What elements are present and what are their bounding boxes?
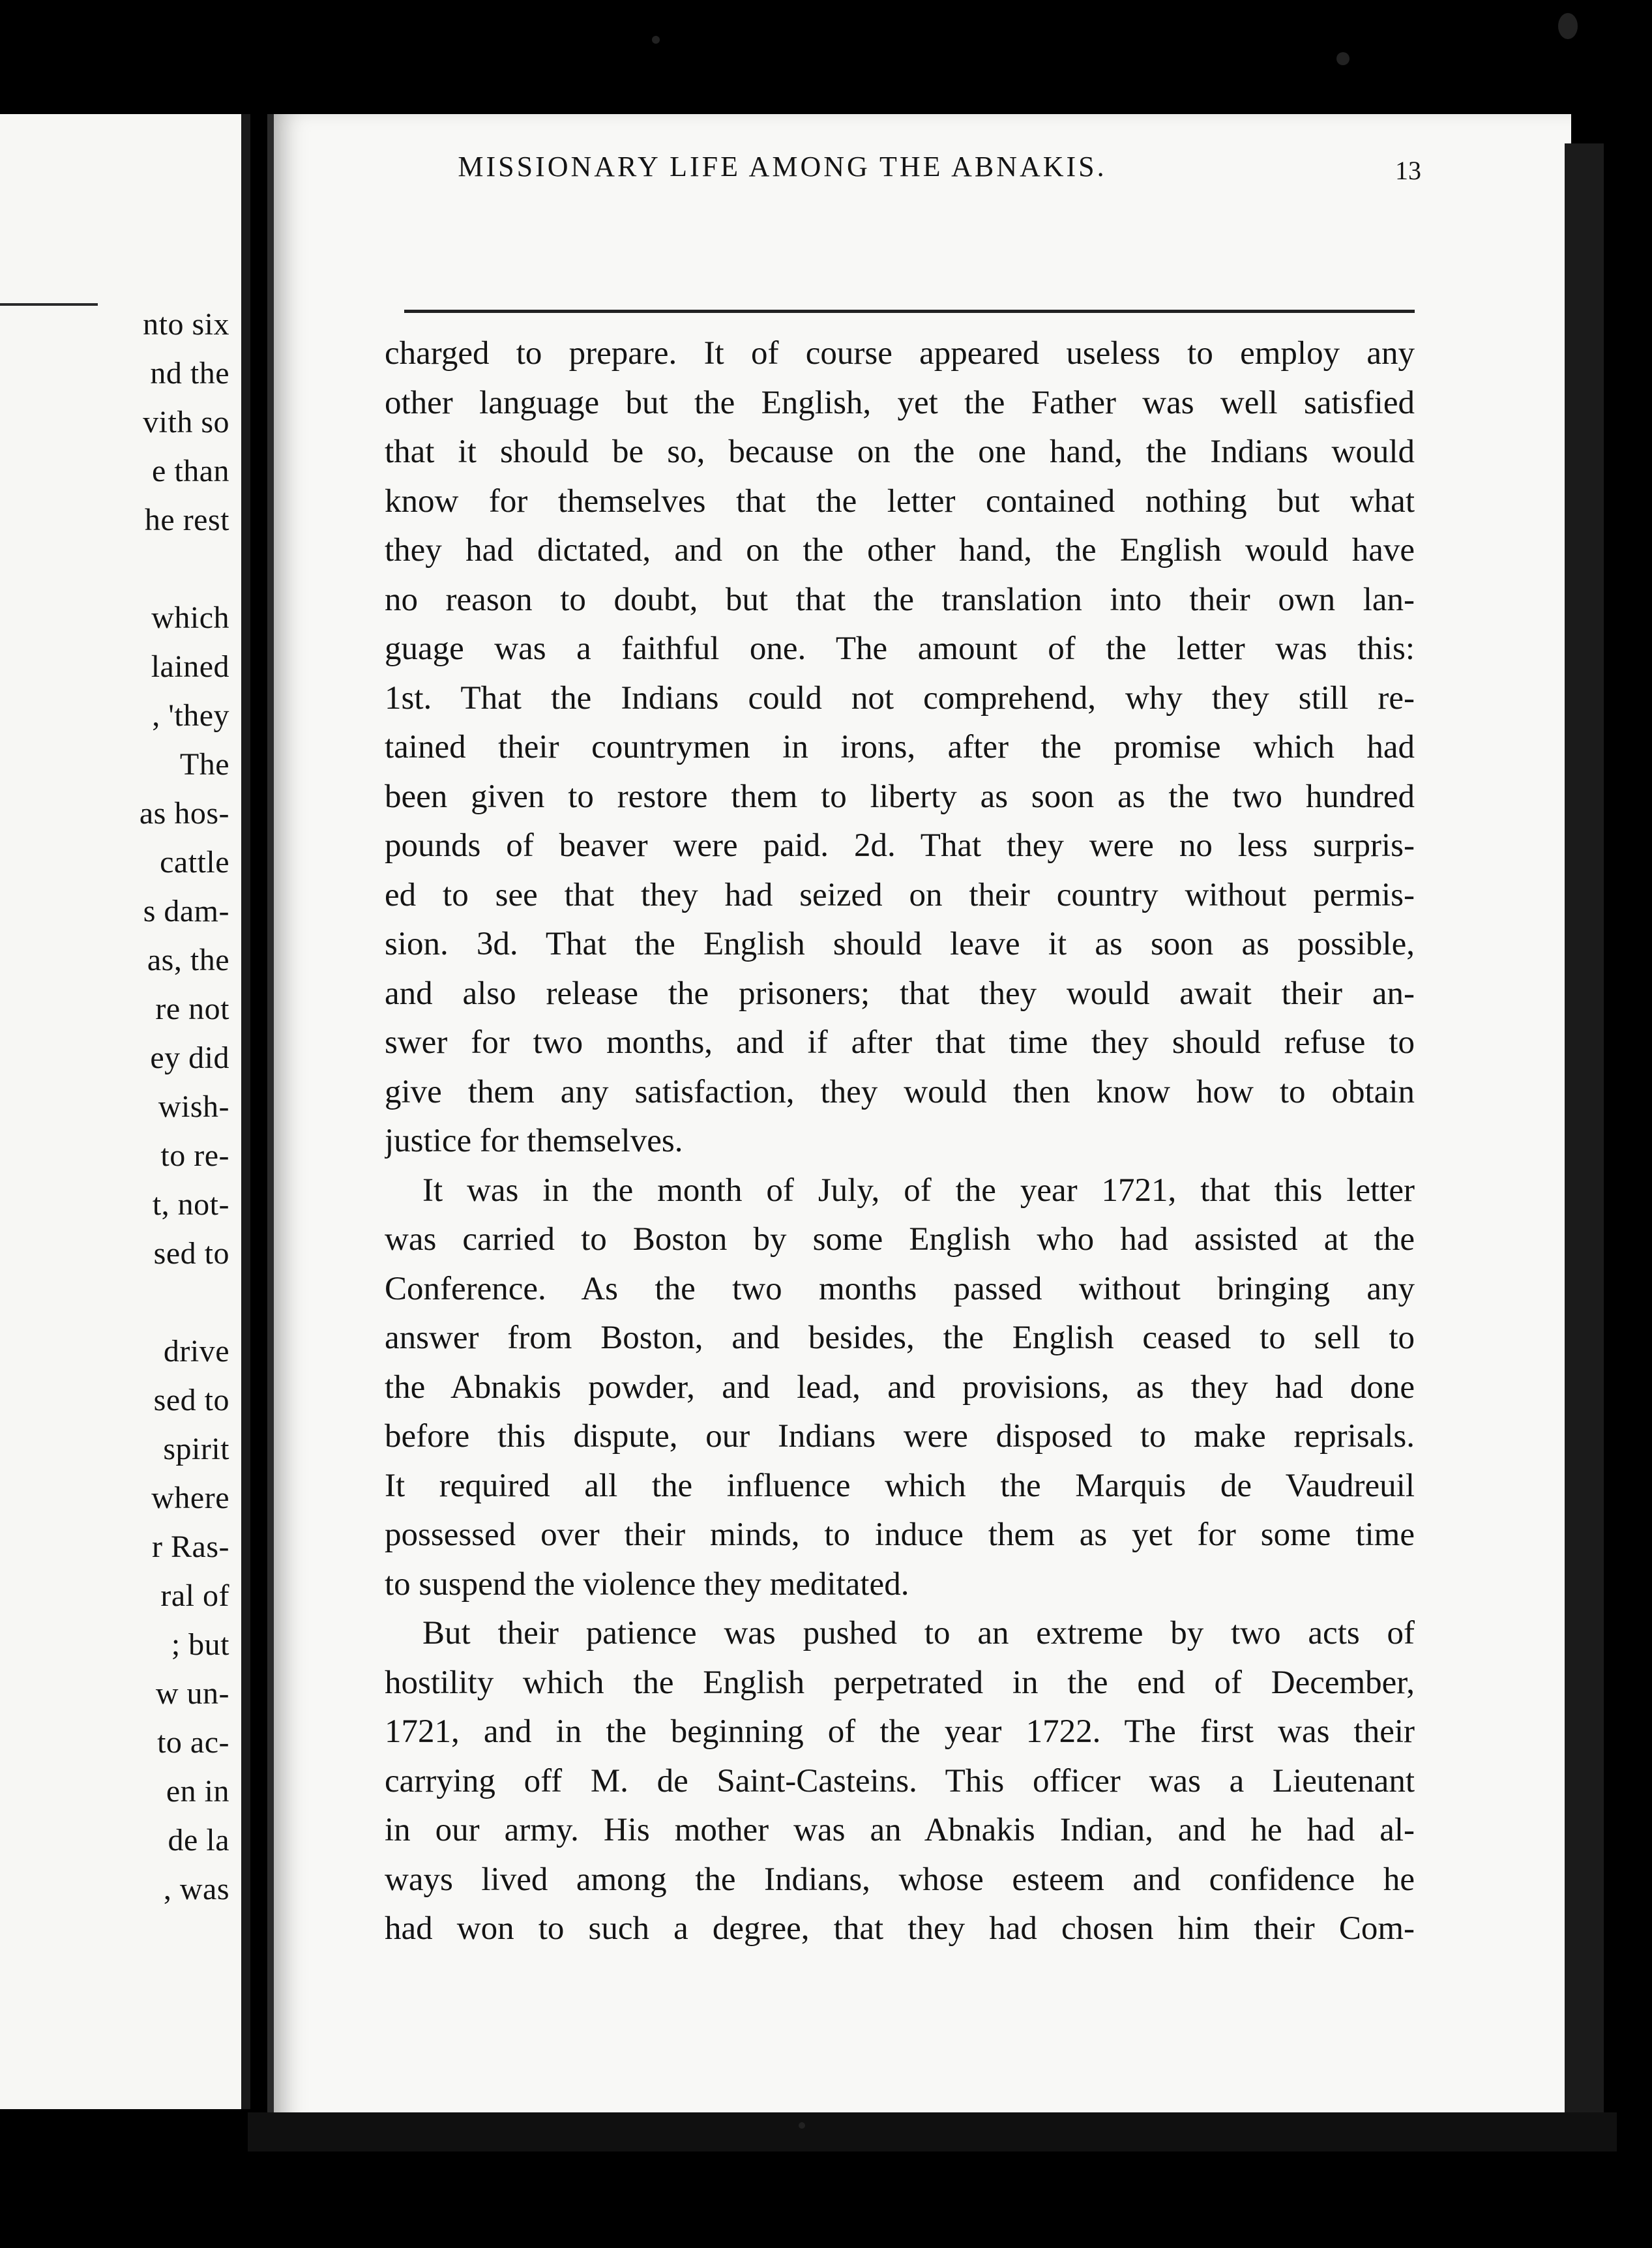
- left-page-fragment: drive: [163, 1334, 229, 1368]
- text-line: tained their countrymen in irons, after the promise which had: [385, 729, 1415, 765]
- text-line: give them any satisfaction, they would then know how to obtain: [385, 1073, 1415, 1110]
- left-page-fragment: where: [151, 1481, 229, 1515]
- left-page-fragment: , was: [163, 1872, 229, 1906]
- left-page-fragment: The: [179, 747, 229, 782]
- text-line: guage was a faithful one. The amount of the letter was this:: [385, 630, 1415, 667]
- text-line: was carried to Boston by some English who had assisted at the: [385, 1221, 1415, 1258]
- left-page-fragment: de la: [168, 1823, 229, 1857]
- text-line: ways lived among the Indians, whose esteem and confidence he: [385, 1861, 1415, 1898]
- text-line: hostility which the English perpetrated in the end of December,: [385, 1664, 1415, 1701]
- left-page-fragment: nto six: [143, 307, 229, 342]
- left-page-fragment: t, not-: [152, 1187, 229, 1222]
- page-edge-shadow: [1565, 143, 1604, 2125]
- text-line: to suspend the violence they meditated.: [385, 1565, 909, 1603]
- left-page-fragment: as, the: [147, 943, 229, 977]
- left-page-fragment: sed to: [153, 1383, 229, 1417]
- left-page-fragment: vith so: [143, 405, 229, 439]
- left-page-fragment: spirit: [163, 1432, 229, 1466]
- left-page-fragment: re not: [155, 992, 229, 1026]
- text-line: no reason to doubt, but that the translation into their own lan-: [385, 581, 1415, 618]
- text-line: ed to see that they had seized on their country without permis-: [385, 876, 1415, 913]
- left-page-fragment: cattle: [160, 845, 229, 880]
- text-line: charged to prepare. It of course appeared useless to employ any: [385, 335, 1415, 372]
- text-line: But their patience was pushed to an extreme by two acts of: [422, 1615, 1415, 1651]
- left-page-fragment: ey did: [150, 1041, 229, 1075]
- text-line: had won to such a degree, that they had chosen him their Com-: [385, 1910, 1415, 1947]
- text-line: It required all the influence which the Marquis de Vaudreuil: [385, 1467, 1415, 1504]
- text-line: the Abnakis powder, and lead, and provisions, as they had done: [385, 1368, 1415, 1406]
- speck: [652, 36, 660, 44]
- left-page-fragment: wish-: [158, 1089, 229, 1124]
- text-line: answer from Boston, and besides, the English ceased to sell to: [385, 1320, 1415, 1356]
- left-page-fragment: s dam-: [143, 894, 229, 928]
- text-line: 1st. That the Indians could not comprehend, why they still re-: [385, 679, 1415, 717]
- text-line: possessed over their minds, to induce them as yet for some time: [385, 1516, 1415, 1553]
- body-text: [385, 329, 1415, 1954]
- left-page-text-fragments: [0, 114, 241, 2109]
- text-line: carrying off M. de Saint-Casteins. This officer was a Lieutenant: [385, 1762, 1415, 1799]
- left-page-fragment: nd the: [150, 356, 229, 391]
- left-page-fragment: as hos-: [139, 796, 229, 831]
- text-line: It was in the month of July, of the year 1721, that this letter: [422, 1172, 1415, 1209]
- left-page-fragment: ral of: [160, 1578, 229, 1613]
- left-page-fragment: he rest: [144, 503, 229, 537]
- text-line: 1721, and in the beginning of the year 1722. The first was their: [385, 1713, 1415, 1750]
- header-rule: [404, 310, 1415, 313]
- left-page-fragment: lained: [151, 649, 229, 684]
- left-page-fragment: to re-: [160, 1138, 229, 1173]
- page-number: 13: [1395, 156, 1421, 185]
- left-page-fragment: ; but: [171, 1627, 229, 1662]
- speck: [1558, 13, 1578, 39]
- running-head: MISSIONARY LIFE AMONG THE ABNAKIS.: [458, 151, 1107, 183]
- left-page-fragment: sed to: [153, 1236, 229, 1271]
- text-line: and also release the prisoners; that they would await their an-: [385, 975, 1415, 1012]
- left-page-fragment: which: [151, 600, 229, 635]
- text-line: in our army. His mother was an Abnakis Indian, and he had al-: [385, 1812, 1415, 1848]
- left-page-fragment: en in: [166, 1774, 229, 1809]
- text-line: justice for themselves.: [385, 1123, 683, 1159]
- bottom-shadow: [248, 2112, 1617, 2152]
- left-page-fragment: to ac-: [157, 1725, 229, 1760]
- speck: [1336, 52, 1350, 65]
- left-page-fragment: , 'they: [152, 698, 229, 733]
- text-line: that it should be so, because on the one hand, the Indians would: [385, 434, 1415, 470]
- text-line: before this dispute, our Indians were disposed to make reprisals.: [385, 1418, 1415, 1455]
- text-line: swer for two months, and if after that time they should refuse to: [385, 1024, 1415, 1061]
- left-page-fragment: e than: [152, 454, 229, 488]
- text-line: been given to restore them to liberty as soon as the two hundred: [385, 778, 1415, 815]
- speck: [799, 2122, 805, 2129]
- text-line: they had dictated, and on the other hand, the English would have: [385, 532, 1415, 569]
- page-header: [261, 150, 1421, 196]
- left-facing-page: [0, 114, 250, 2109]
- text-line: pounds of beaver were paid. 2d. That they were no less surpris-: [385, 827, 1415, 864]
- text-line: Conference. As the two months passed without bringing any: [385, 1270, 1415, 1307]
- text-line: know for themselves that the letter contained nothing but what: [385, 482, 1415, 520]
- text-line: other language but the English, yet the Father was well satisfied: [385, 384, 1415, 421]
- left-page-fragment: w un-: [155, 1676, 229, 1711]
- text-line: sion. 3d. That the English should leave it as soon as possible,: [385, 926, 1415, 962]
- left-page-fragment: r Ras-: [152, 1530, 229, 1564]
